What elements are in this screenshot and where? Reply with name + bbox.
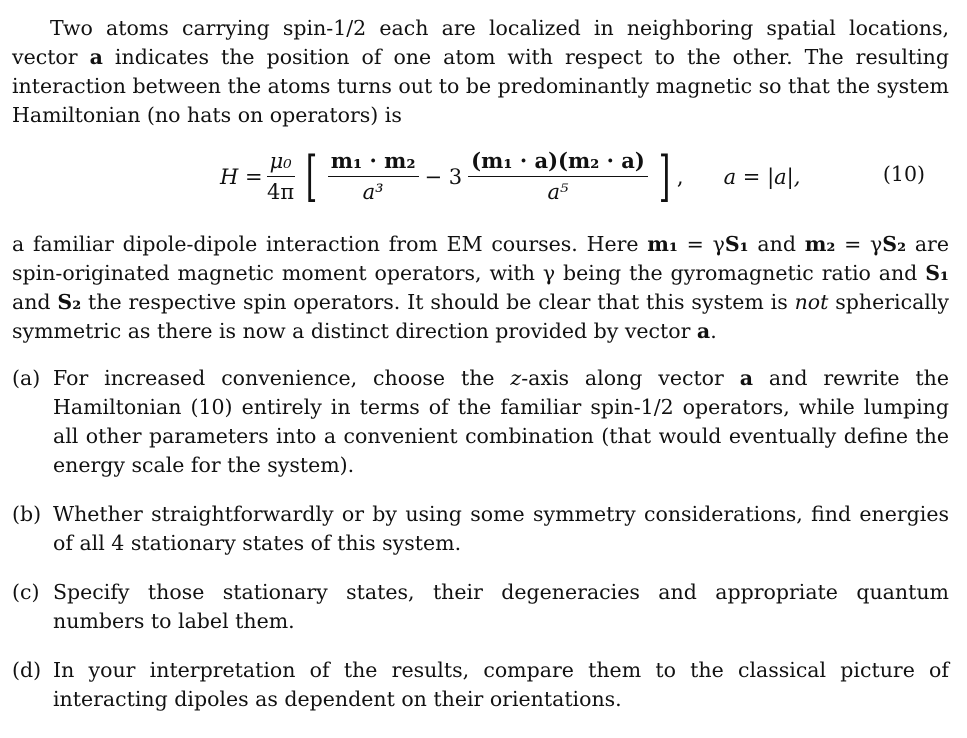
equation-body: [220, 144, 801, 208]
S1-symbol: S₁: [724, 232, 749, 256]
question-b-text: Whether straightforwardly or by using some symmetry considerations, find energies of all 4 stationary states of this system.: [53, 502, 949, 555]
after-paragraph: [12, 230, 949, 346]
question-label: (d): [12, 658, 42, 682]
question-c: [12, 578, 949, 636]
hamiltonian-equation: [12, 138, 949, 230]
question-label: (c): [12, 580, 40, 604]
term1-fraction: [328, 148, 419, 205]
S2-symbol-2: S₂: [57, 290, 82, 314]
S2-symbol: S₂: [882, 232, 907, 256]
vector-a-3: a: [739, 366, 754, 390]
equation-lhs: H =: [220, 164, 263, 189]
after-text-7: the respective spin operators. It should be clear that this system is: [81, 290, 795, 314]
left-bracket: [: [305, 144, 318, 208]
question-d: [12, 656, 949, 714]
question-c-text: Specify those stationary states, their degeneracies and appropriate quantum numbers to label them.: [53, 580, 949, 633]
equation-comma: ,: [676, 164, 684, 189]
prefactor-fraction: [267, 148, 295, 205]
prefactor-numerator: μ₀: [267, 148, 295, 177]
after-text-3: and: [748, 232, 805, 256]
after-text-9: .: [710, 319, 717, 343]
m2-symbol: m₂: [804, 232, 836, 256]
after-text-4: = γ: [835, 232, 883, 256]
emphasis-not: not: [794, 290, 829, 314]
question-a-text-1: For increased convenience, choose the: [53, 366, 511, 390]
after-text-8: spherically symmetric as there is now a distinct direction provided by vector: [12, 290, 949, 343]
term1-denominator: a³: [362, 180, 384, 204]
a-definition: a = |a|,: [723, 164, 801, 189]
intro-paragraph: [12, 14, 949, 130]
intro-text-2: indicates the position of one atom with respect to the other. The resulting interaction between the atoms turns out to be predominantly magnetic so that the system Hamiltonian (no hats on operators) is: [12, 45, 949, 127]
minus-three: − 3: [424, 164, 463, 189]
question-a-text-2: -axis along vector: [521, 366, 740, 390]
after-text-1: a familiar dipole-dipole interaction from EM courses. Here: [12, 232, 648, 256]
after-text-5: are spin-originated magnetic moment operators, with γ being the gyromagnetic ratio and: [12, 232, 949, 285]
question-b: [12, 500, 949, 558]
after-text-6: and: [12, 290, 58, 314]
term2-denominator: a⁵: [547, 180, 569, 204]
equation-number: (10): [882, 162, 925, 186]
question-list: [12, 364, 949, 714]
prefactor-denominator: 4π: [267, 180, 295, 204]
right-bracket: ]: [658, 144, 671, 208]
vector-a-2: a: [696, 319, 711, 343]
question-label: (a): [12, 366, 41, 390]
S1-symbol-2: S₁: [925, 261, 949, 285]
after-text-2: = γ: [677, 232, 725, 256]
term2-numerator: (m₁ · a)(m₂ · a): [468, 148, 648, 177]
intro-text-1: Two atoms carrying spin-1/2 each are localized in neighboring spatial locations, vector: [12, 16, 949, 69]
question-a: [12, 364, 949, 480]
question-a-text-3: and rewrite the Hamiltonian (10) entirely in terms of the familiar spin-1/2 operators, while lumping all other parameters into a convenient combination (that would eventually define the energy scale for the system).: [53, 366, 950, 477]
question-d-text: In your interpretation of the results, compare them to the classical picture of interacting dipoles as dependent on their orientations.: [53, 658, 949, 711]
question-label: (b): [12, 502, 42, 526]
vector-a: a: [89, 45, 103, 69]
m1-symbol: m₁: [647, 232, 678, 256]
term1-numerator: m₁ · m₂: [328, 148, 419, 177]
z-axis-symbol: z: [510, 366, 522, 390]
term2-fraction: [468, 148, 648, 205]
